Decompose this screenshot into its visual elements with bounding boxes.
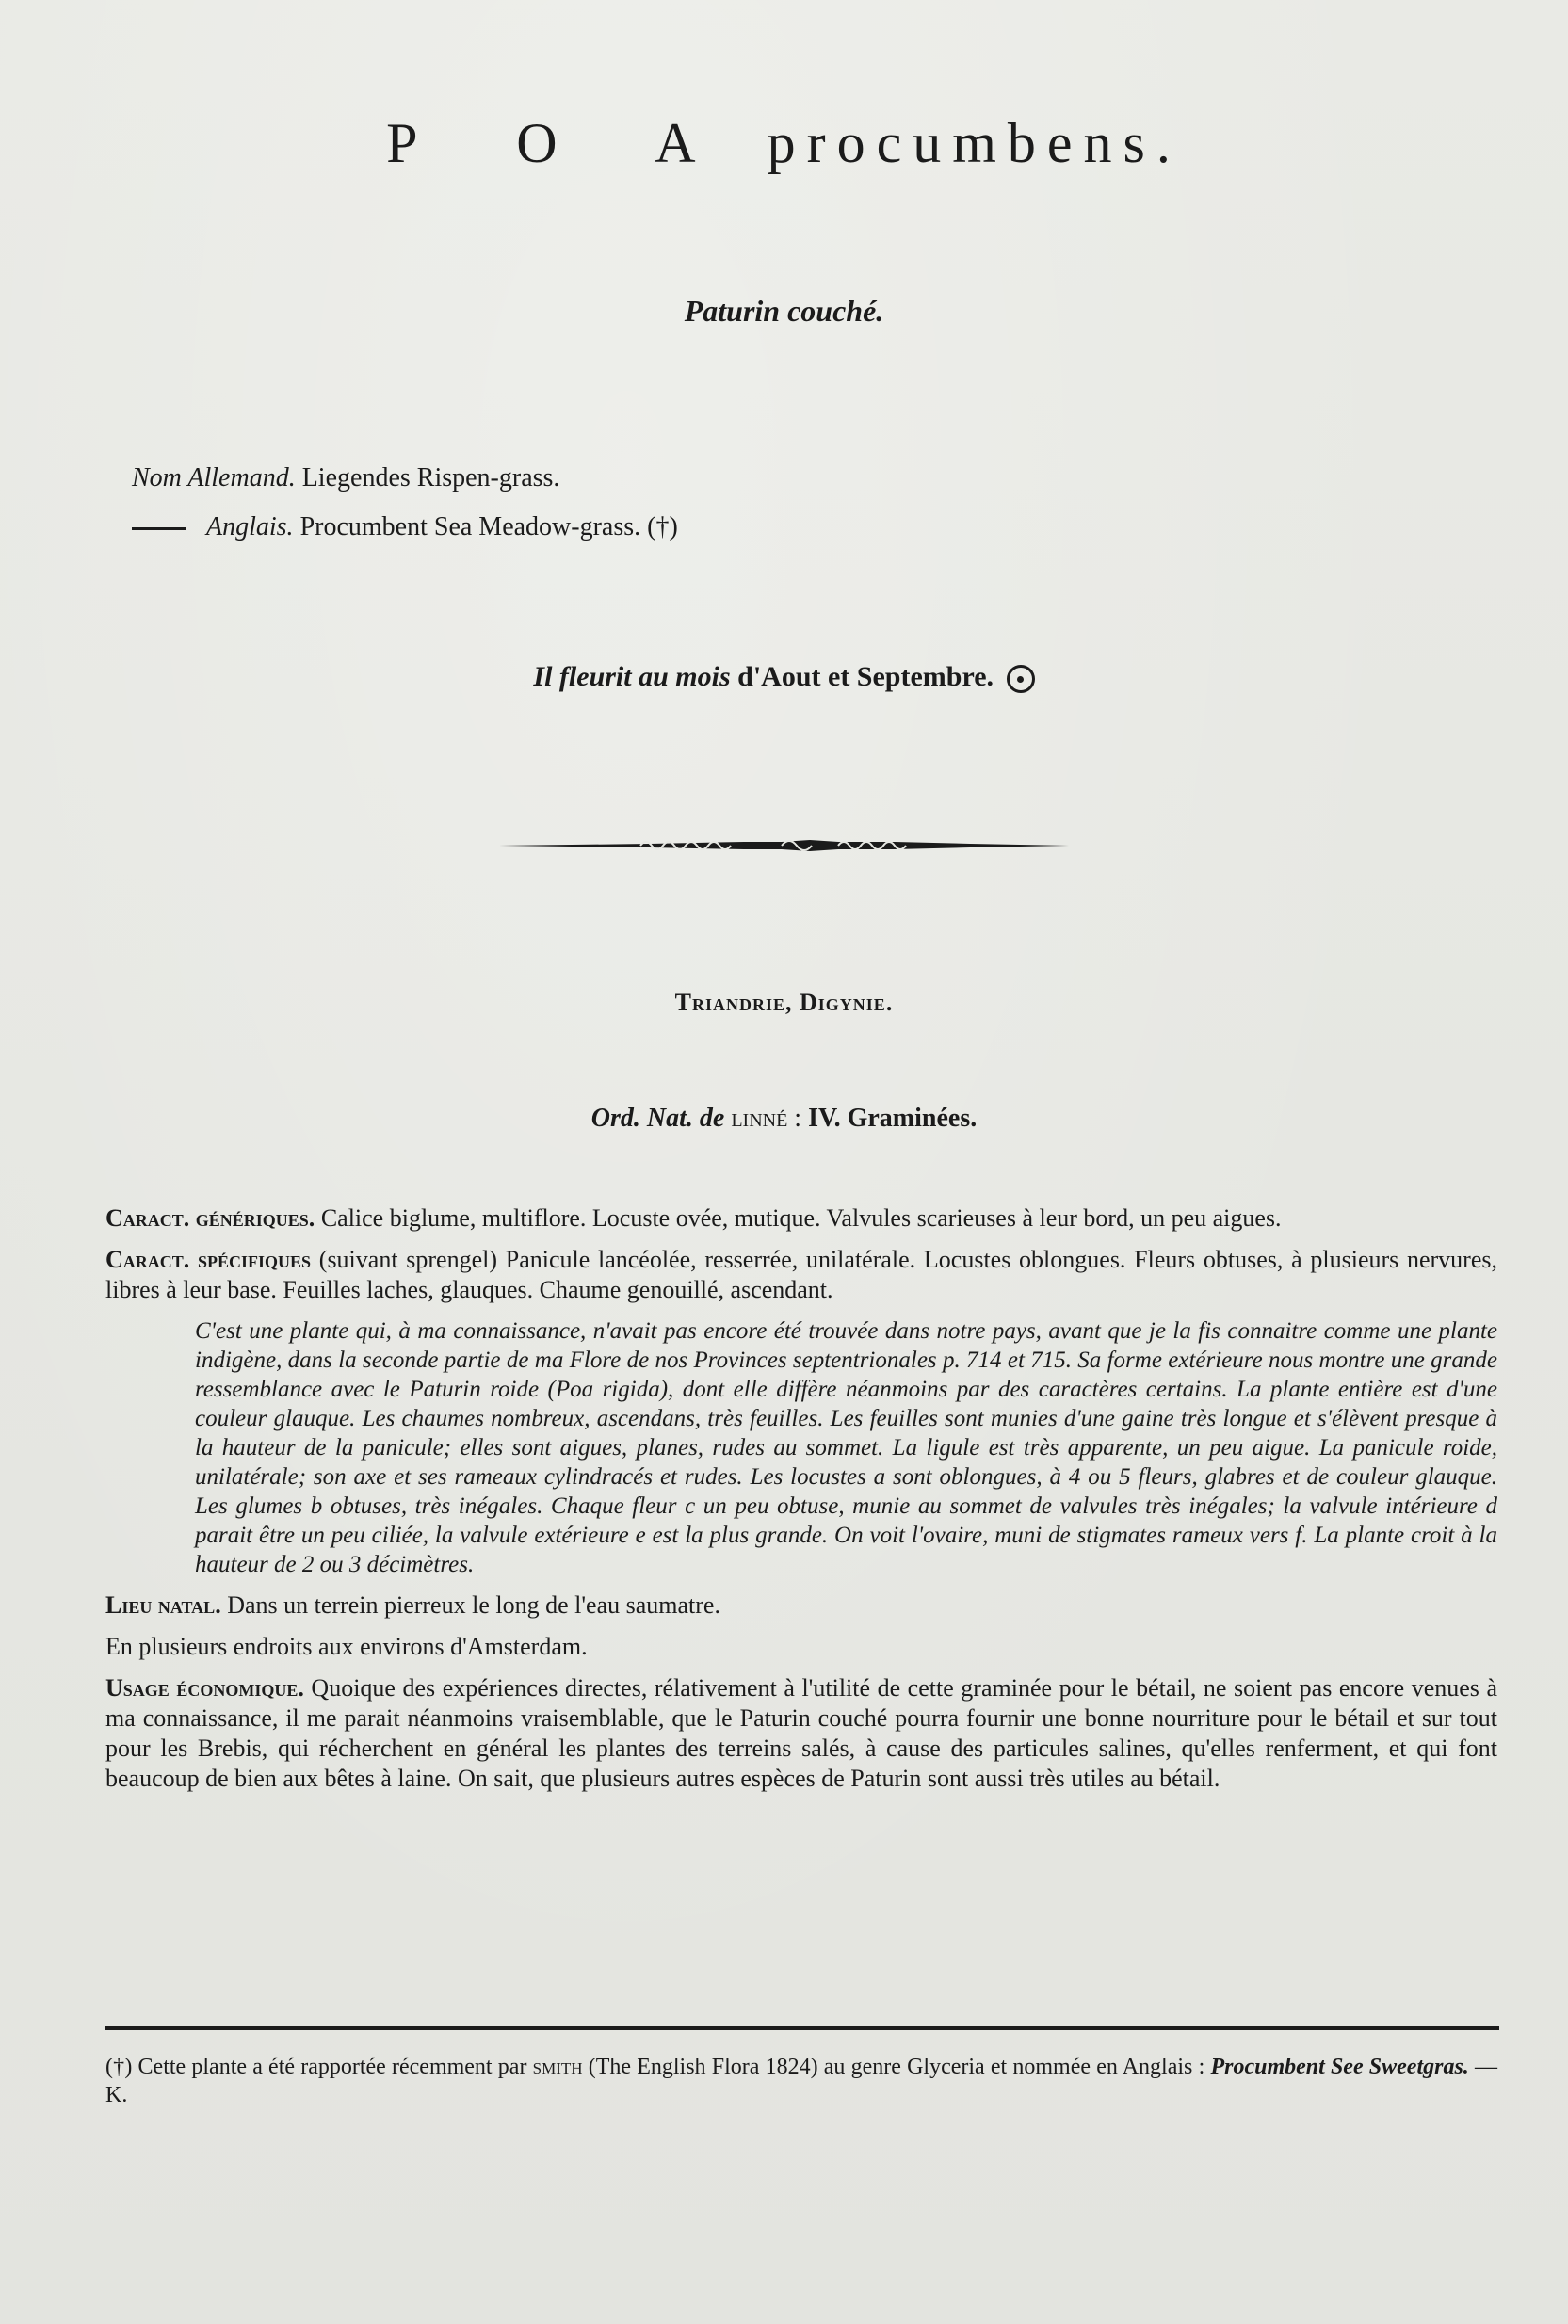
specific-characters — [105, 1245, 1497, 1305]
german-value: Liegendes Rispen-grass. — [301, 463, 560, 492]
flowering-period — [0, 661, 1568, 693]
footnote-text-a: (†) Cette plante a été rapportée récemment par — [105, 2055, 527, 2079]
genus-name: P O A — [386, 112, 739, 174]
footnote — [105, 2053, 1497, 2109]
annual-symbol-icon — [1007, 665, 1035, 693]
economic-usage — [105, 1673, 1497, 1794]
linnaean-classification: Triandrie, Digynie. — [674, 989, 894, 1016]
specific-text: (suivant sprengel) Panicule lancéolée, resserrée, unilatérale. Locustes oblongues. Fleurs obtuses, à plusieurs nervures, libres à leur base. Feuilles laches, glauques. Chaume genouillé, ascendant. — [105, 1246, 1498, 1303]
description-paragraph: C'est une plante qui, à ma connaissance, n'avait pas encore été trouvée dans notre pays, avant que je la fis connaitre comme une plante indigène, dans la seconde partie de ma Flore de nos Provinces septentrionales p. 714 et 715. Sa forme extérieure nous montre une grande ressemblance avec le Paturin roide (Poa rigida), dont elle diffère néanmoins par des caractères certains. La plante entière est d'une couleur glauque. Les chaumes nombreux, ascendans, très feuilles. Les feuilles sont munies d'une gaine très longue et s'élèvent presque à la hauteur de la panicule; elles sont aigues, planes, rudes au sommet. La ligule est très apparente, un peu aigue. La panicule roide, unilatérale; son axe et ses rameaux cylindracés et rudes. Les locustes a sont oblongues, à 4 ou 5 fleurs, glabres et de couleur glauque. Les glumes b obtuses, très inégales. Chaque fleur c un peu obtuse, munie au sommet de valvules très inégales; la valvule intérieure d parait être un peu ciliée, la valvule extérieure e est la plus grande. On voit l'ovaire, muni de stigmates rameux vers f. La plante croit à la hauteur de 2 ou 3 décimètres. — [195, 1318, 1497, 1577]
flowering-months: d'Aout et Septembre. — [737, 661, 994, 692]
footnote-smith: smith — [532, 2055, 583, 2079]
generic-text: Calice biglume, multiflore. Locuste ovée, mutique. Valvules scarieuses à leur bord, un peu aigues. — [320, 1204, 1282, 1232]
species-name: procumbens. — [767, 112, 1182, 174]
usage-text: Quoique des expériences directes, rélativement à l'utilité de cette graminée pour le bétail, ne soient pas encore venues à ma connaissance, il me parait néanmoins vraisemblable, que le Paturin couché pourra fournir une bonne nourriture pour le bétail et sur tout pour les Brebis, qui récherchent en général les plantes des terreins salés, à cause des particules salines, qu'elles renferment, et qui font beaucoup de bien aux bêtes à laine. On sait, que plusieurs autres espèces de Paturin sont aussi très utiles au bétail. — [105, 1674, 1497, 1792]
natural-order — [0, 1104, 1568, 1134]
german-label: Nom Allemand. — [132, 463, 296, 492]
generic-characters — [105, 1203, 1497, 1234]
order-value: IV. Graminées. — [808, 1104, 978, 1133]
footnote-signature: — K. — [105, 2055, 1497, 2107]
english-label: Anglais. — [206, 512, 294, 541]
footnote-italic-end: Procumbent See Sweetgras. — [1210, 2055, 1469, 2079]
ornamental-divider — [499, 829, 1069, 866]
generic-label: Caract. génériques. — [105, 1204, 315, 1232]
habitat-text: Dans un terrein pierreux le long de l'eau saumatre. — [227, 1591, 720, 1619]
page-title — [0, 111, 1568, 176]
footnote-text-b: (The English Flora 1824) au genre Glyceria et nommée en Anglais : — [588, 2055, 1205, 2079]
english-name-line — [132, 512, 678, 561]
locality: En plusieurs endroits aux environs d'Amsterdam. — [105, 1633, 588, 1660]
footnote-rule — [105, 2026, 1499, 2030]
french-common-name: Paturin couché. — [684, 294, 884, 328]
english-value: Procumbent Sea Meadow-grass. (†) — [299, 512, 678, 541]
habitat-label: Lieu natal. — [105, 1591, 221, 1619]
vernacular-names — [132, 463, 678, 561]
usage-label: Usage économique. — [105, 1674, 304, 1702]
habitat — [105, 1590, 1497, 1621]
german-name-line — [132, 463, 678, 512]
specific-label: Caract. spécifiques — [105, 1246, 312, 1273]
order-linne: linné : — [731, 1104, 802, 1133]
main-text — [105, 1203, 1497, 1805]
ditto-dash — [132, 527, 186, 530]
flowering-italic: Il fleurit au mois — [533, 661, 731, 692]
order-label: Ord. Nat. de — [590, 1104, 725, 1133]
